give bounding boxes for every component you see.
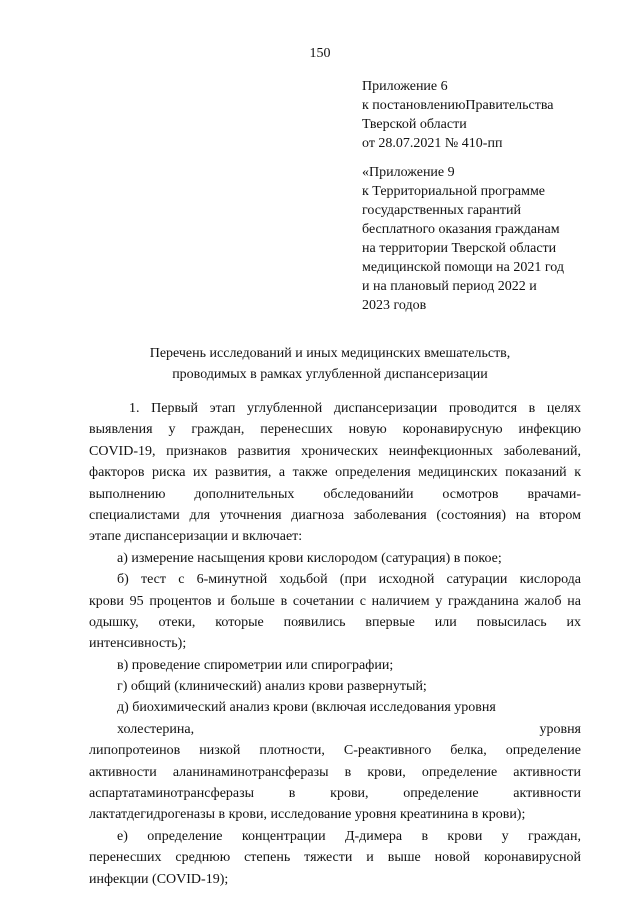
- title-line: Перечень исследований и иных медицинских вмешательств,: [149, 346, 511, 361]
- attachment-line: на территории Тверской области: [362, 241, 557, 256]
- list-item-b: б) тест с 6-минутной ходьбой (при исходной сатурации кислорода: [117, 572, 581, 588]
- list-item-d-line: [89, 719, 581, 740]
- list-item-d-line: аспартатаминотрансферазы в крови, определение активности: [89, 786, 581, 802]
- list-item-g: г) общий (клинический) анализ крови развернутый;: [117, 679, 427, 695]
- attachment-line: к постановлениюПравительства: [362, 98, 554, 113]
- attachment-line: государственных гарантий: [362, 203, 521, 218]
- attachment-line: от 28.07.2021 № 410-пп: [362, 136, 503, 151]
- paragraph-line: выявления у граждан, перенесших новую коронавирусную инфекцию: [89, 422, 581, 438]
- list-item-d-right: уровня: [539, 721, 581, 737]
- title-line: проводимых в рамках углубленной диспансеризации: [172, 367, 488, 382]
- paragraph-line: 1. Первый этап углубленной диспансеризации проводится в целях: [129, 401, 581, 416]
- attachment-9-block: [362, 163, 622, 315]
- attachment-line: «Приложение 9: [362, 165, 455, 180]
- attachment-line: к Территориальной программе: [362, 184, 546, 199]
- attachment-line: Тверской области: [362, 117, 467, 132]
- list-item-d-line: активности аланинаминотрансферазы в крови, определение активности: [89, 764, 581, 780]
- list-item-a: а) измерение насыщения крови кислородом (сатурация) в покое;: [117, 550, 502, 566]
- attachment-6-block: [362, 77, 622, 153]
- paragraph-line: этапе диспансеризации и включает:: [89, 529, 303, 545]
- list-item-v: в) проведение спирометрии или спирографии;: [117, 657, 394, 673]
- attachment-line: бесплатного оказания гражданам: [362, 222, 560, 237]
- list-item-e: е) определение концентрации Д-димера в крови у граждан,: [117, 828, 581, 844]
- list-item-d: д) биохимический анализ крови (включая исследования уровня: [117, 700, 496, 716]
- paragraph-line: специалистами для уточнения диагноза заболевания (состояния) на втором: [89, 507, 581, 523]
- attachment-line: Приложение 6: [362, 79, 448, 94]
- list-item-d-line: лактатдегидрогеназы в крови, исследование уровня креатинина в крови);: [89, 807, 526, 823]
- list-item-b-line: крови 95 процентов и больше в сочетании с наличием у гражданина жалоб на: [89, 593, 581, 609]
- body-text: [89, 398, 581, 890]
- paragraph-line: COVID-19, признаков развития хронических неинфекционных заболеваний,: [89, 443, 581, 459]
- attachment-line: 2023 годов: [362, 298, 427, 313]
- list-item-e-line: инфекции (COVID-19);: [89, 871, 229, 887]
- list-item-b-line: интенсивность);: [89, 636, 187, 652]
- page-number: 150: [309, 46, 331, 61]
- attachment-line: медицинской помощи на 2021 год: [362, 260, 564, 275]
- paragraph-line: факторов риска их развития, а также определения медицинских показаний к: [89, 465, 581, 481]
- paragraph-line: выполнению дополнительных обследованийи осмотров врачами-: [89, 486, 581, 502]
- list-item-b-line: одышку, отеки, которые появились впервые или повысилась их: [89, 614, 581, 630]
- document-title: [80, 343, 580, 385]
- attachment-line: и на плановый период 2022 и: [362, 279, 537, 294]
- list-item-d-line: липопротеинов низкой плотности, С-реактивного белка, определение: [89, 743, 581, 759]
- list-item-d-left: холестерина,: [117, 721, 195, 737]
- list-item-e-line: перенесших среднюю степень тяжести и выше новой коронавирусной: [89, 850, 581, 866]
